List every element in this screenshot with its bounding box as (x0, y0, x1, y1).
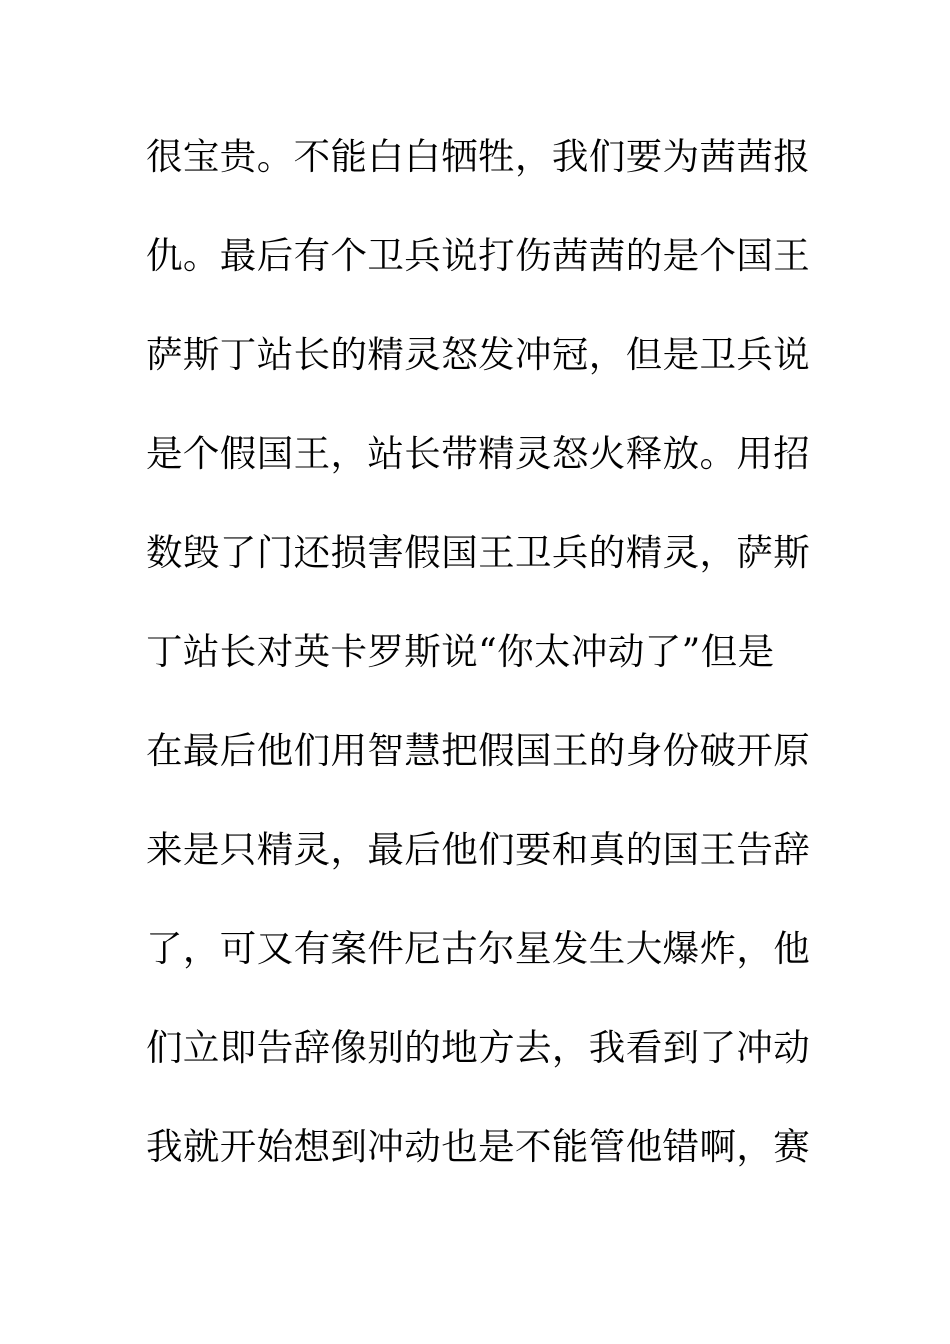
text-line: 们立即告辞像别的地方去，我看到了冲动 (146, 1026, 811, 1069)
text-line: 很宝贵。不能白白牺牲，我们要为茜茜报 (146, 135, 811, 178)
text-line: 我就开始想到冲动也是不能管他错啊，赛 (146, 1125, 811, 1168)
text-line: 数毁了门还损害假国王卫兵的精灵，萨斯 (146, 531, 811, 574)
text-line: 萨斯丁站长的精灵怒发冲冠，但是卫兵说 (146, 333, 811, 376)
text-line: 丁站长对英卡罗斯说“你太冲动了”但是 (146, 630, 775, 673)
text-line: 了，可又有案件尼古尔星发生大爆炸，他 (146, 927, 811, 970)
text-line: 在最后他们用智慧把假国王的身份破开原 (146, 729, 811, 772)
text-line: 是个假国王，站长带精灵怒火释放。用招 (146, 432, 811, 475)
text-line: 来是只精灵，最后他们要和真的国王告辞 (146, 828, 811, 871)
text-line: 仇。最后有个卫兵说打伤茜茜的是个国王 (146, 234, 811, 277)
document-body (146, 128, 816, 1217)
